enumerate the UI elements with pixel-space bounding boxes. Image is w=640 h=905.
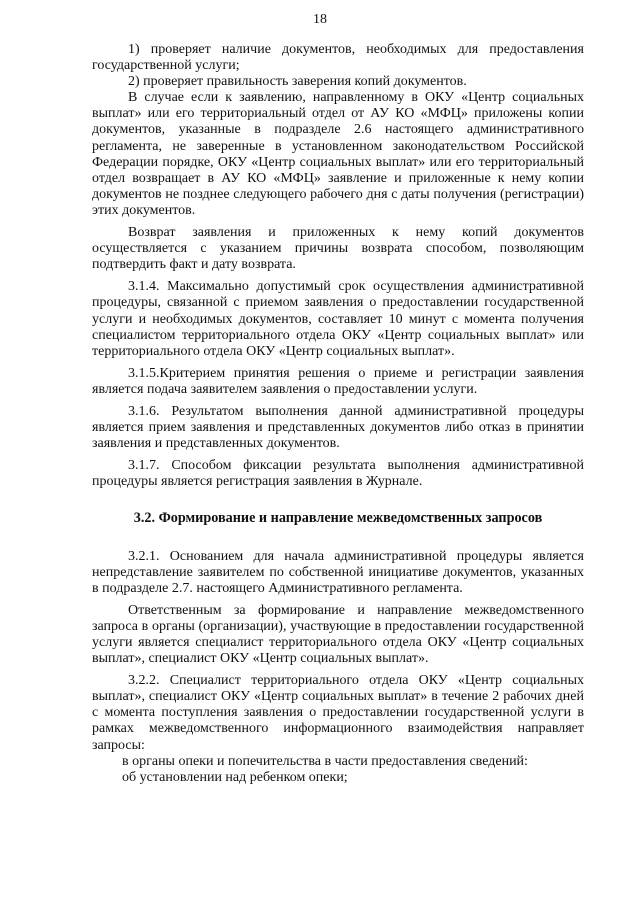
- paragraph: Ответственным за формирование и направление межведомственного запроса в органы (организации), участвующие в предоставлении государственной услуги является специалист территориального отдела ОКУ «Центр социальных выплат», специалист ОКУ «Центр социальных выплат».: [92, 602, 584, 667]
- page-number: 18: [313, 12, 327, 27]
- paragraph: В случае если к заявлению, направленному в ОКУ «Центр социальных выплат» или его территориальный отдел от АУ КО «МФЦ» приложены копии документов, указанные в подразделе 2.6 настоящего административного регламента, не заверенные в установленном законодательством Российской Федерации порядке, ОКУ «Центр социальных выплат» или его территориальный отдел возвращает в АУ КО «МФЦ» заявление и приложенные к нему копии документов не позднее следующего рабочего дня с даты получения (регистрации) этих документов.: [92, 90, 584, 218]
- paragraph: 3.1.6. Результатом выполнения данной административной процедуры является прием заявления и представленных документов либо отказ в принятии заявления и представленных документов.: [92, 403, 584, 452]
- paragraph: 3.2.1. Основанием для начала административной процедуры является непредставление заявителем по собственной инициативе документов, указанных в подразделе 2.7. настоящего Административного регламента.: [92, 548, 584, 596]
- paragraph: 3.2.2. Специалист территориального отдела ОКУ «Центр социальных выплат», специалист ОКУ «Центр социальных выплат» в течение 2 рабочих дней с момента поступления заявления о предоставлении государственной услуги в рамках межведомственного информационного взаимодействия направляет запросы:: [92, 673, 584, 753]
- paragraph: 3.1.5.Критерием принятия решения о приеме и регистрации заявления является подача заявителем заявления о предоставлении услуги.: [92, 365, 584, 397]
- paragraph: об установлении над ребенком опеки;: [122, 769, 348, 785]
- paragraph: 3.1.4. Максимально допустимый срок осуществления административной процедуры, связанной с приемом заявления о предоставлении государственной услуги и необходимых документов, составляет 10 минут с момента получения специалистом территориального отдела ОКУ «Центр социальных выплат» или территориального отдела ОКУ «Центр социальных выплат».: [92, 279, 584, 359]
- paragraph: в органы опеки и попечительства в части предоставления сведений:: [122, 753, 528, 769]
- paragraph: 2) проверяет правильность заверения копий документов.: [128, 74, 467, 90]
- paragraph: 3.1.7. Способом фиксации результата выполнения административной процедуры является регистрация заявления в Журнале.: [92, 458, 584, 490]
- section-heading: 3.2. Формирование и направление межведомственных запросов: [133, 510, 543, 527]
- paragraph: Возврат заявления и приложенных к нему копий документов осуществляется с указанием причины возврата способом, позволяющим подтвердить факт и дату возврата.: [92, 225, 584, 273]
- paragraph: 1) проверяет наличие документов, необходимых для предоставления государственной услуги;: [92, 42, 584, 74]
- document-body: [92, 42, 584, 786]
